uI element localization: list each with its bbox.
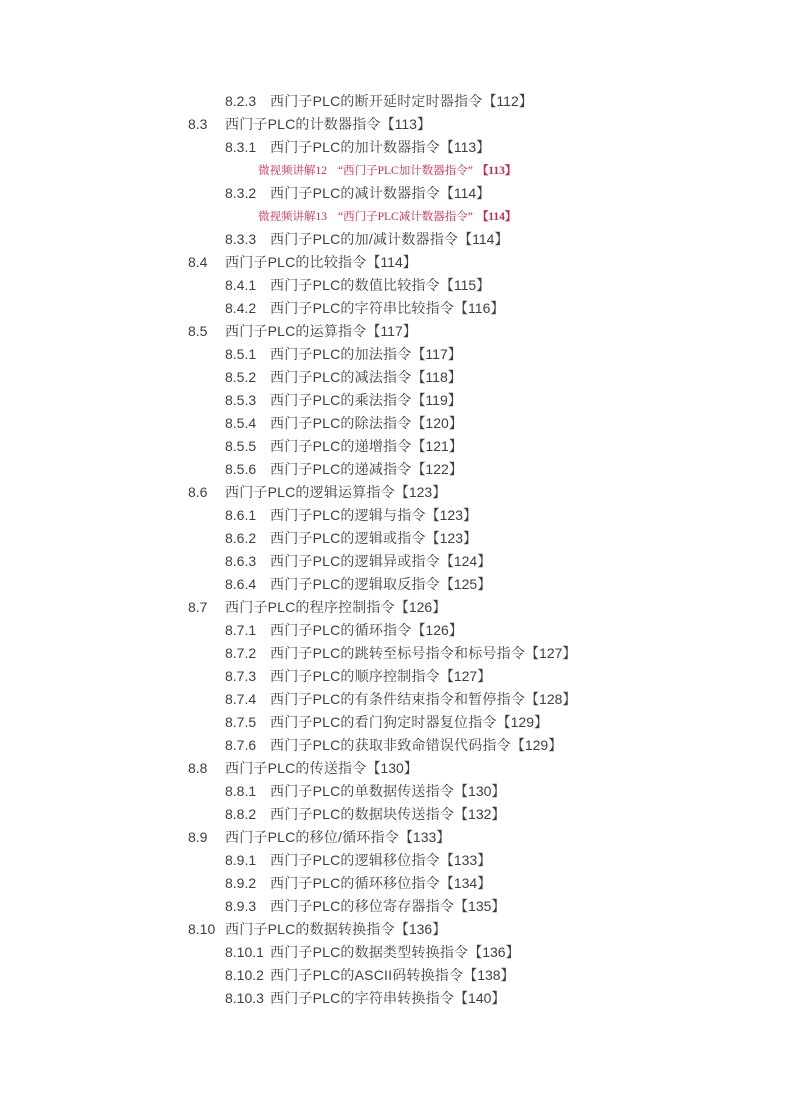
- toc-entry-page: 【127】: [439, 667, 492, 684]
- toc-entry-page: 【136】: [394, 920, 447, 937]
- toc-entry-title: 西门子PLC的逻辑运算指令: [225, 483, 395, 500]
- toc-entry-number: 8.9.2: [225, 874, 257, 891]
- toc-entry: [0, 273, 790, 296]
- toc-entry-title: 西门子PLC的计数器指令: [225, 115, 381, 132]
- toc-entry-number: 8.10.2: [225, 966, 264, 983]
- toc-entry: [0, 802, 790, 825]
- toc-entry-number: 8.5.3: [225, 391, 257, 408]
- toc-entry: [0, 434, 790, 457]
- toc-entry-title: 西门子PLC的看门狗定时器复位指令: [270, 713, 497, 730]
- toc-entry: [0, 618, 790, 641]
- toc-entry: [0, 112, 790, 135]
- toc-entry-page: 【112】: [482, 92, 533, 109]
- toc-entry-title: 西门子PLC的断开延时定时器指令: [270, 92, 483, 109]
- toc-entry-number: 8.4: [188, 253, 208, 270]
- toc-entry-number: 8.5.4: [225, 414, 257, 431]
- toc-entry-number: 8.10.1: [225, 943, 264, 960]
- toc-entry-number: 8.3.2: [225, 184, 257, 201]
- toc-entry-title: 西门子PLC的逻辑取反指令: [270, 575, 440, 592]
- toc-entry: [0, 549, 790, 572]
- toc-entry-title: 西门子PLC的ASCII码转换指令: [270, 966, 464, 983]
- toc-entry-number: 8.7: [188, 598, 208, 615]
- toc-entry-page: 【132】: [454, 805, 506, 822]
- toc-entry-number: 8.7.3: [225, 667, 257, 684]
- toc-entry-number: 8.4.1: [225, 276, 257, 293]
- toc-entry-page: 【119】: [411, 391, 462, 408]
- toc-entry-number: 8.6.2: [225, 529, 257, 546]
- video-note-page: 【113】: [476, 164, 517, 177]
- video-note-title: “西门子PLC加计数器指令”: [338, 164, 473, 177]
- toc-entry-number: 8.5.6: [225, 460, 257, 477]
- toc-entry-title: 西门子PLC的移位寄存器指令: [270, 897, 455, 914]
- toc-entry: [0, 227, 790, 250]
- toc-entry: [0, 342, 790, 365]
- toc-entry: [0, 848, 790, 871]
- toc-entry: [0, 388, 790, 411]
- toc-entry-page: 【125】: [439, 575, 492, 592]
- toc-entry-title: 西门子PLC的循环指令: [270, 621, 412, 638]
- toc-entry-title: 西门子PLC的数据块传送指令: [270, 805, 455, 822]
- toc-entry: [0, 595, 790, 618]
- toc-entry: [0, 894, 790, 917]
- toc-entry-title: 西门子PLC的字符串比较指令: [270, 299, 455, 316]
- toc-entry-page: 【126】: [394, 598, 447, 615]
- toc-entry-number: 8.9: [188, 828, 208, 845]
- toc-entry-title: 西门子PLC的数据转换指令: [225, 920, 395, 937]
- toc-entry-page: 【127】: [525, 644, 577, 661]
- toc-entry: [0, 710, 790, 733]
- toc-entry-page: 【117】: [411, 345, 462, 362]
- toc-entry-title: 西门子PLC的程序控制指令: [225, 598, 395, 615]
- toc-entry-page: 【117】: [366, 322, 417, 339]
- toc-entry-number: 8.8.2: [225, 805, 257, 822]
- toc-entry: [0, 480, 790, 503]
- toc-entry-page: 【130】: [366, 759, 418, 776]
- toc-entry-number: 8.9.3: [225, 897, 257, 914]
- toc-entry: [0, 687, 790, 710]
- toc-entry-page: 【114】: [366, 253, 417, 270]
- toc-entry-number: 8.10: [188, 920, 216, 937]
- toc-entry-page: 【113】: [439, 138, 491, 155]
- toc-entry-title: 西门子PLC的逻辑异或指令: [270, 552, 440, 569]
- toc-entry-number: 8.7.5: [225, 713, 257, 730]
- toc-entry-title: 西门子PLC的除法指令: [270, 414, 412, 431]
- video-note-label: 微视频讲解13: [258, 210, 327, 223]
- toc-entry: [0, 296, 790, 319]
- toc-entry-number: 8.8: [188, 759, 208, 776]
- toc-entry-number: 8.8.1: [225, 782, 257, 799]
- toc-entry-title: 西门子PLC的逻辑移位指令: [270, 851, 440, 868]
- toc-entry: [0, 733, 790, 756]
- toc-entry-page: 【114】: [458, 230, 509, 247]
- toc-entry: [0, 986, 790, 1009]
- toc-entry-number: 8.5.1: [225, 345, 257, 362]
- toc-entry-number: 8.5.5: [225, 437, 257, 454]
- toc-video-note: [0, 158, 790, 181]
- toc-entry-title: 西门子PLC的获取非致命错误代码指令: [270, 736, 511, 753]
- toc-entry-page: 【123】: [425, 529, 477, 546]
- toc-entry-title: 西门子PLC的单数据传送指令: [270, 782, 455, 799]
- toc-entry-page: 【121】: [411, 437, 463, 454]
- toc-entry-page: 【138】: [463, 966, 515, 983]
- toc-entry-page: 【135】: [454, 897, 506, 914]
- video-note-page: 【114】: [476, 210, 517, 223]
- toc-entry-number: 8.6.3: [225, 552, 257, 569]
- toc-entry-number: 8.3: [188, 115, 208, 132]
- toc-entry-title: 西门子PLC的比较指令: [225, 253, 367, 270]
- toc-entry-number: 8.5.2: [225, 368, 257, 385]
- toc-entry: [0, 135, 790, 158]
- toc-entry-page: 【134】: [439, 874, 492, 891]
- toc-entry: [0, 572, 790, 595]
- toc-entry-title: 西门子PLC的加法指令: [270, 345, 412, 362]
- toc-entry-page: 【114】: [439, 184, 491, 201]
- toc-entry-title: 西门子PLC的递减指令: [270, 460, 412, 477]
- toc-entry-page: 【118】: [411, 368, 462, 385]
- toc-entry: [0, 457, 790, 480]
- toc-entry-number: 8.10.3: [225, 989, 264, 1006]
- toc-entry-page: 【130】: [454, 782, 506, 799]
- toc-entry: [0, 365, 790, 388]
- toc-entry-title: 西门子PLC的加计数器指令: [270, 138, 440, 155]
- toc-entry-title: 西门子PLC的数值比较指令: [270, 276, 440, 293]
- toc-entry-page: 【123】: [394, 483, 447, 500]
- toc-video-note: [0, 204, 790, 227]
- toc-entry: [0, 940, 790, 963]
- toc-entry: [0, 526, 790, 549]
- toc-entry-title: 西门子PLC的减法指令: [270, 368, 412, 385]
- toc-entry-title: 西门子PLC的加/减计数器指令: [270, 230, 459, 247]
- toc-entry: [0, 779, 790, 802]
- toc-entry-number: 8.7.6: [225, 736, 257, 753]
- toc-entry: [0, 825, 790, 848]
- toc-entry-number: 8.7.2: [225, 644, 257, 661]
- toc-entry-page: 【133】: [439, 851, 492, 868]
- toc-entry: [0, 181, 790, 204]
- toc-entry: [0, 641, 790, 664]
- toc-entry-page: 【124】: [439, 552, 492, 569]
- toc-entry-title: 西门子PLC的数据类型转换指令: [270, 943, 469, 960]
- toc-entry-number: 8.6: [188, 483, 208, 500]
- toc-entry-title: 西门子PLC的跳转至标号指令和标号指令: [270, 644, 526, 661]
- toc-entry: [0, 917, 790, 940]
- toc-entry-page: 【140】: [454, 989, 506, 1006]
- toc-entry-page: 【122】: [411, 460, 463, 477]
- toc-entry-title: 西门子PLC的传送指令: [225, 759, 367, 776]
- toc-entry: [0, 503, 790, 526]
- toc-entry-number: 8.6.4: [225, 575, 257, 592]
- toc-list: [0, 89, 790, 1009]
- toc-entry: [0, 871, 790, 894]
- toc-entry-title: 西门子PLC的循环移位指令: [270, 874, 440, 891]
- toc-entry-number: 8.3.1: [225, 138, 257, 155]
- video-note-label: 微视频讲解12: [258, 164, 327, 177]
- toc-entry: [0, 756, 790, 779]
- toc-entry-page: 【113】: [380, 115, 431, 132]
- toc-entry-page: 【136】: [468, 943, 520, 960]
- toc-entry-title: 西门子PLC的逻辑与指令: [270, 506, 426, 523]
- toc-entry-page: 【128】: [525, 690, 577, 707]
- toc-entry-title: 西门子PLC的减计数器指令: [270, 184, 440, 201]
- toc-entry-title: 西门子PLC的顺序控制指令: [270, 667, 440, 684]
- toc-entry-number: 8.9.1: [225, 851, 257, 868]
- toc-entry-page: 【133】: [398, 828, 451, 845]
- toc-entry-page: 【129】: [496, 713, 548, 730]
- toc-entry-page: 【126】: [411, 621, 463, 638]
- toc-entry: [0, 963, 790, 986]
- toc-entry-page: 【123】: [425, 506, 477, 523]
- toc-entry: [0, 250, 790, 273]
- toc-entry-number: 8.6.1: [225, 506, 257, 523]
- toc-entry-page: 【120】: [411, 414, 463, 431]
- toc-entry-number: 8.7.4: [225, 690, 257, 707]
- toc-entry-title: 西门子PLC的乘法指令: [270, 391, 412, 408]
- toc-entry-page: 【129】: [510, 736, 563, 753]
- toc-entry-page: 【116】: [454, 299, 505, 316]
- toc-entry-title: 西门子PLC的逻辑或指令: [270, 529, 426, 546]
- toc-entry-page: 【115】: [439, 276, 491, 293]
- toc-entry-number: 8.2.3: [225, 92, 257, 109]
- toc-entry: [0, 411, 790, 434]
- toc-entry-title: 西门子PLC的移位/循环指令: [225, 828, 399, 845]
- toc-entry-number: 8.5: [188, 322, 208, 339]
- toc-entry-title: 西门子PLC的递增指令: [270, 437, 412, 454]
- toc-entry-title: 西门子PLC的有条件结束指令和暂停指令: [270, 690, 526, 707]
- toc-entry-number: 8.4.2: [225, 299, 257, 316]
- toc-entry-title: 西门子PLC的字符串转换指令: [270, 989, 455, 1006]
- toc-entry: [0, 319, 790, 342]
- video-note-title: “西门子PLC减计数器指令”: [338, 210, 473, 223]
- toc-entry-number: 8.3.3: [225, 230, 257, 247]
- toc-entry: [0, 89, 790, 112]
- toc-entry-number: 8.7.1: [225, 621, 257, 638]
- toc-entry-title: 西门子PLC的运算指令: [225, 322, 367, 339]
- toc-entry: [0, 664, 790, 687]
